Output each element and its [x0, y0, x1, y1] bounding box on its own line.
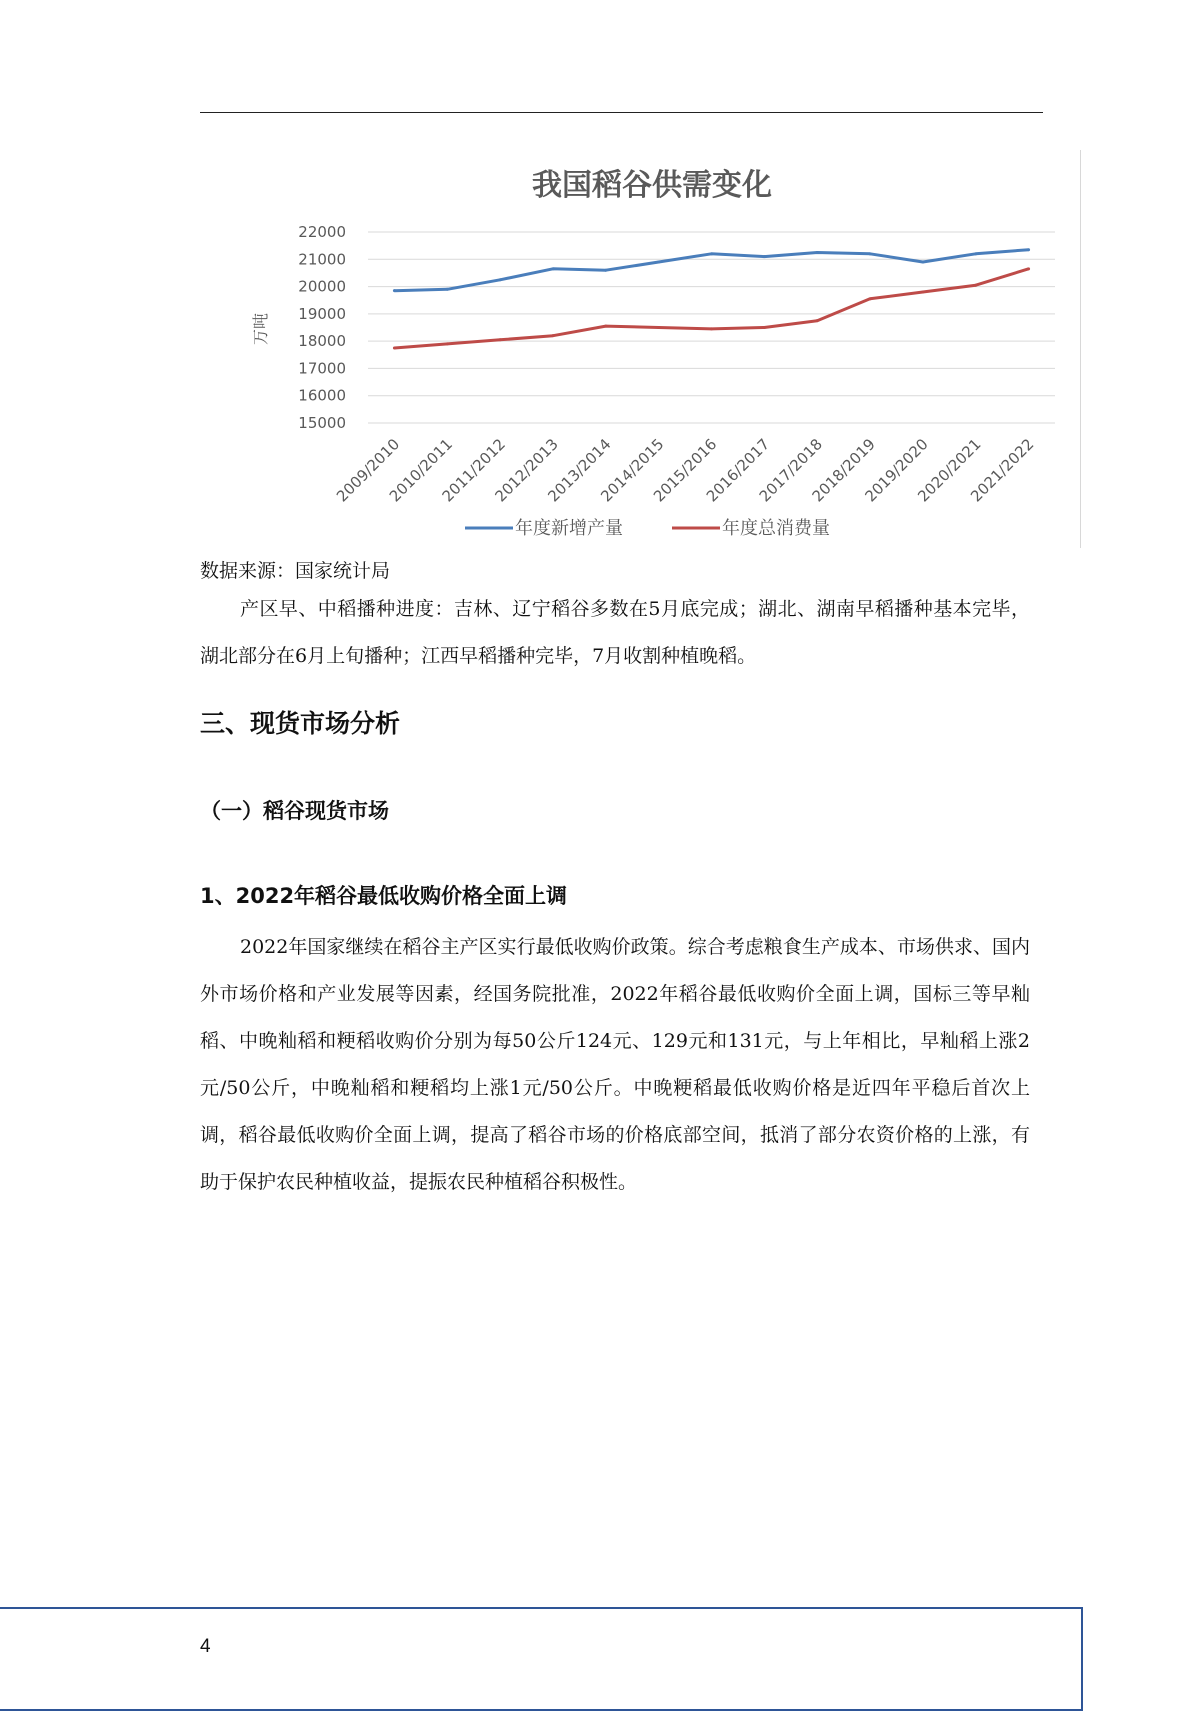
data-point	[816, 319, 819, 322]
data-point	[657, 326, 660, 329]
y-tick-label: 22000	[298, 223, 346, 241]
data-point	[816, 251, 819, 254]
x-tick-label: 2014/2015	[597, 435, 668, 506]
page-number: 4	[200, 1636, 211, 1657]
data-point	[1027, 248, 1030, 251]
data-point	[921, 261, 924, 264]
data-point	[446, 342, 449, 345]
y-axis-label: 万吨	[251, 312, 270, 346]
chart-frame-edge	[1080, 150, 1081, 548]
header-rule	[200, 112, 1043, 113]
data-point	[974, 252, 977, 255]
y-tick-label: 21000	[298, 250, 346, 269]
section-heading: 三、现货市场分析	[200, 709, 401, 738]
data-point	[869, 297, 872, 300]
data-point	[710, 327, 713, 330]
data-point	[499, 338, 502, 341]
data-point	[604, 325, 607, 328]
paragraph-minimum-price: 2022年国家继续在稻谷主产区实行最低收购价政策。综合考虑粮食生产成本、市场供求、国内外市场价格和产业发展等因素，经国务院批准，2022年稻谷最低收购价全面上调，国标三等早籼稻、中晚籼稻和粳稻收购价分别为每50公斤124元、129元和131元，与上年相比，早籼稻上涨2元/50公斤，中晚籼稻和粳稻均上涨1元/50公斤。中晚粳稻最低收购价格是近四年平稳后首次上调，稻谷最低收购价全面上调，提高了稻谷市场的价格底部空间，抵消了部分农资价格的上涨，有助于保护农民种植收益，提振农民种植稻谷积极性。	[200, 936, 1030, 1193]
data-point	[604, 269, 607, 272]
data-point	[1027, 267, 1030, 270]
legend-label-1: 年度新增产量	[515, 518, 623, 539]
data-point	[499, 278, 502, 281]
data-source: 数据来源：国家统计局	[200, 560, 391, 582]
chart-svg	[200, 148, 1085, 548]
x-tick-label: 2020/2021	[914, 435, 985, 506]
data-point	[551, 334, 554, 337]
data-point	[393, 289, 396, 292]
paragraph-planting-progress: 产区早、中稻播种进度：吉林、辽宁稻谷多数在5月底完成；湖北、湖南早稻播种基本完毕，湖北部分在6月上旬播种；江西早稻播种完毕，7月收割种植晚稻。	[200, 598, 1030, 667]
x-tick-label: 2011/2012	[438, 435, 509, 506]
y-tick-label: 15000	[298, 414, 346, 432]
y-tick-label: 16000	[298, 386, 346, 405]
data-point	[446, 288, 449, 291]
data-point	[763, 255, 766, 258]
series-line-1	[394, 250, 1028, 291]
chart-title: 我国稻谷供需变化	[532, 168, 772, 203]
x-tick-label: 2013/2014	[544, 435, 615, 506]
supply-demand-chart	[200, 148, 1085, 548]
subsection-heading: （一）稻谷现货市场	[200, 799, 389, 823]
x-tick-label: 2010/2011	[385, 435, 457, 506]
data-point	[974, 284, 977, 287]
item-heading: 1、2022年稻谷最低收购价格全面上调	[200, 884, 568, 908]
x-tick-label: 2021/2022	[967, 435, 1038, 506]
footer-frame	[0, 1607, 1083, 1711]
y-tick-label: 18000	[298, 332, 346, 351]
x-tick-label: 2019/2020	[861, 435, 932, 506]
y-tick-label: 19000	[298, 304, 346, 323]
x-tick-label: 2009/2010	[332, 435, 404, 506]
legend-label-2: 年度总消费量	[722, 518, 830, 539]
x-tick-label: 2015/2016	[650, 435, 721, 506]
x-tick-label: 2016/2017	[702, 435, 774, 506]
x-tick-label: 2018/2019	[808, 435, 879, 506]
data-point	[869, 252, 872, 255]
x-tick-label: 2017/2018	[755, 435, 827, 506]
y-tick-label: 17000	[298, 359, 346, 378]
data-point	[393, 346, 396, 349]
data-point	[710, 252, 713, 255]
y-tick-label: 20000	[298, 277, 346, 296]
data-point	[657, 261, 660, 264]
data-point	[551, 267, 554, 270]
data-point	[763, 326, 766, 329]
x-tick-label: 2012/2013	[491, 435, 562, 506]
data-point	[921, 291, 924, 294]
